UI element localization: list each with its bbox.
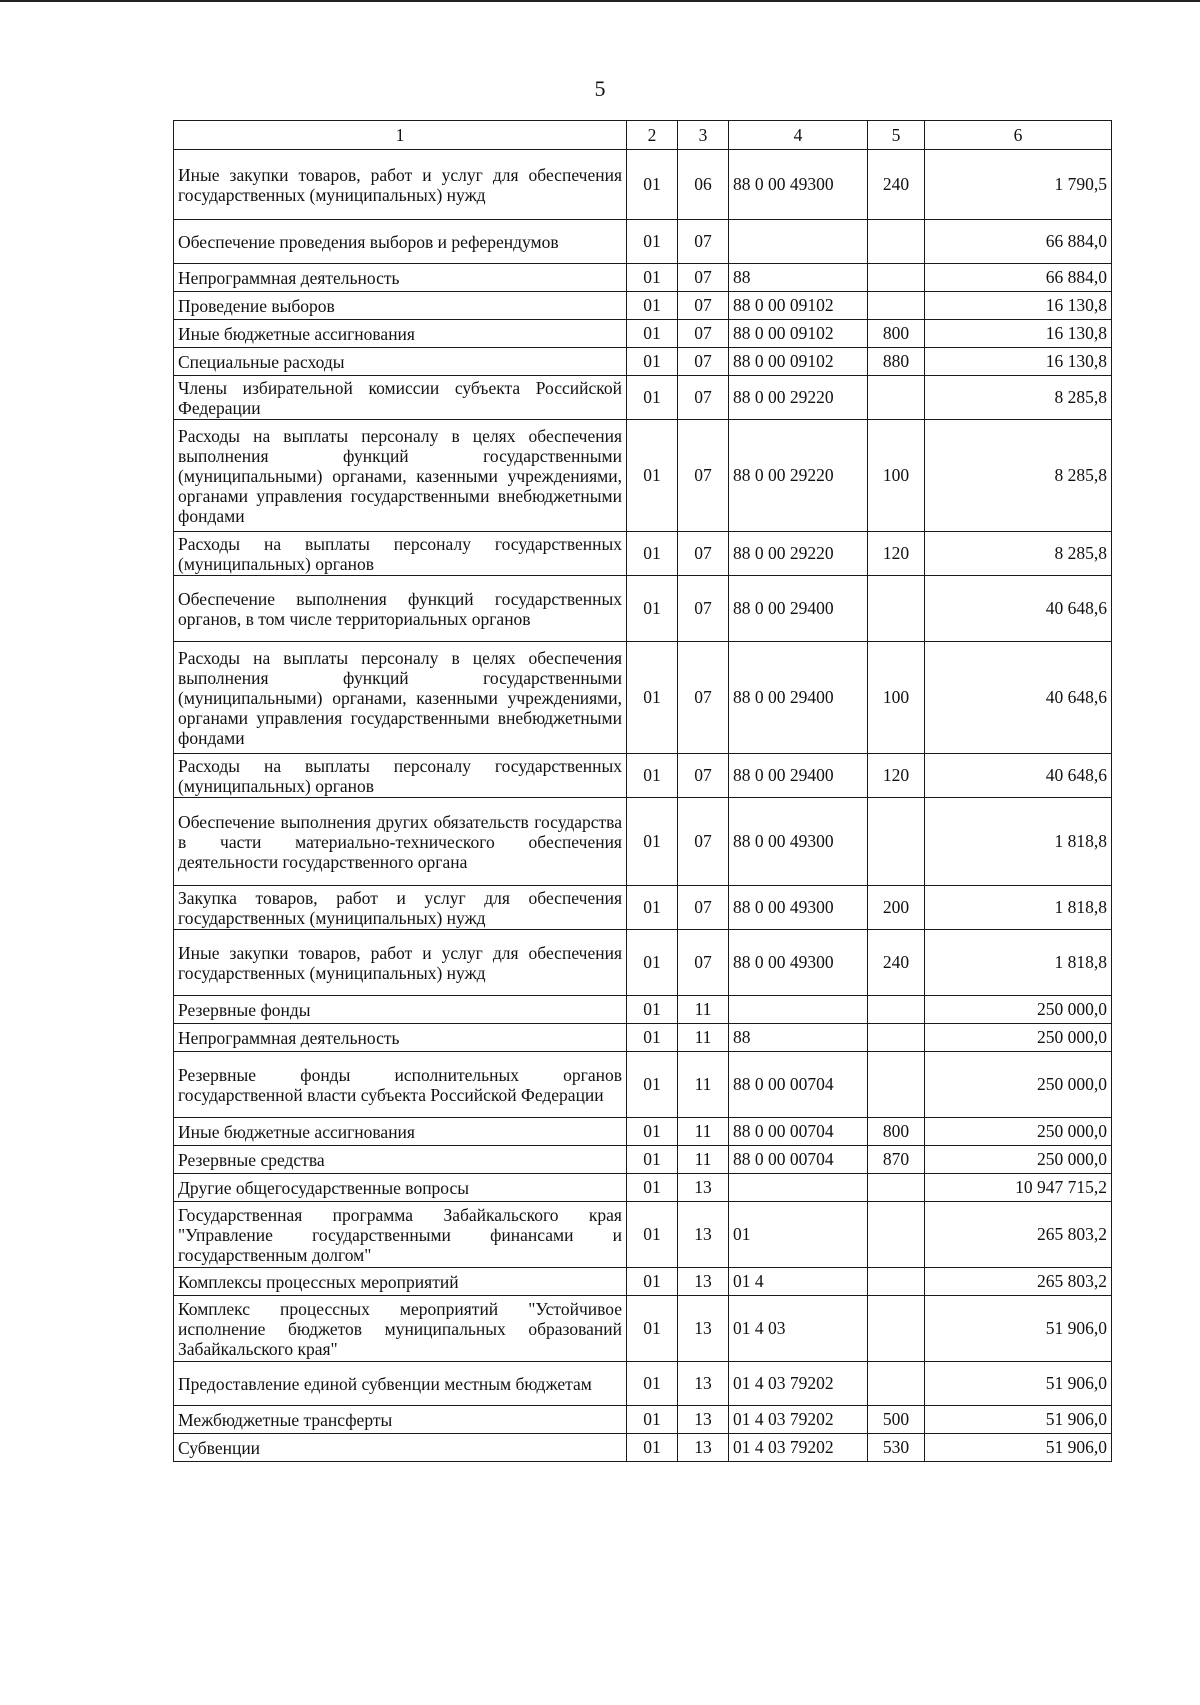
cell-amount: 40 648,6 [925, 642, 1112, 754]
cell-section-code: 01 [627, 996, 678, 1024]
cell-amount: 250 000,0 [925, 1118, 1112, 1146]
cell-section-code: 01 [627, 576, 678, 642]
cell-expense-type-code: 100 [868, 642, 925, 754]
column-header-1: 1 [174, 121, 627, 150]
cell-item-name: Комплексы процессных мероприятий [174, 1268, 627, 1296]
cell-expense-type-code [868, 220, 925, 264]
cell-item-name: Резервные средства [174, 1146, 627, 1174]
cell-item-name: Обеспечение выполнения функций государственных органов, в том числе территориальных органов [174, 576, 627, 642]
cell-section-code: 01 [627, 642, 678, 754]
table-row [174, 754, 1112, 798]
scan-edge-line [0, 0, 1200, 2]
cell-amount: 40 648,6 [925, 754, 1112, 798]
table-row [174, 996, 1112, 1024]
cell-target-article-code: 88 0 00 00704 [729, 1146, 868, 1174]
cell-item-name: Иные бюджетные ассигнования [174, 1118, 627, 1146]
cell-subsection-code: 07 [678, 320, 729, 348]
cell-section-code: 01 [627, 376, 678, 420]
cell-target-article-code: 88 0 00 09102 [729, 292, 868, 320]
cell-amount: 250 000,0 [925, 1052, 1112, 1118]
cell-amount: 1 790,5 [925, 150, 1112, 220]
cell-subsection-code: 11 [678, 1052, 729, 1118]
cell-item-name: Расходы на выплаты персоналу государственных (муниципальных) органов [174, 754, 627, 798]
cell-expense-type-code [868, 1202, 925, 1268]
cell-section-code: 01 [627, 532, 678, 576]
table-row [174, 642, 1112, 754]
cell-section-code: 01 [627, 1052, 678, 1118]
cell-item-name: Обеспечение выполнения других обязательств государства в части материально-технического обеспечения деятельности государственного органа [174, 798, 627, 886]
cell-expense-type-code: 800 [868, 320, 925, 348]
cell-item-name: Расходы на выплаты персоналу государственных (муниципальных) органов [174, 532, 627, 576]
cell-expense-type-code [868, 1268, 925, 1296]
cell-item-name: Межбюджетные трансферты [174, 1406, 627, 1434]
cell-target-article-code: 01 [729, 1202, 868, 1268]
cell-target-article-code: 88 0 00 49300 [729, 798, 868, 886]
cell-subsection-code: 11 [678, 1024, 729, 1052]
cell-section-code: 01 [627, 754, 678, 798]
table-row [174, 1024, 1112, 1052]
cell-expense-type-code [868, 1052, 925, 1118]
cell-item-name: Члены избирательной комиссии субъекта Российской Федерации [174, 376, 627, 420]
table-row [174, 886, 1112, 930]
cell-target-article-code: 88 0 00 29400 [729, 576, 868, 642]
cell-item-name: Субвенции [174, 1434, 627, 1462]
cell-item-name: Иные бюджетные ассигнования [174, 320, 627, 348]
table-row [174, 420, 1112, 532]
cell-target-article-code: 88 0 00 00704 [729, 1052, 868, 1118]
cell-amount: 40 648,6 [925, 576, 1112, 642]
cell-amount: 66 884,0 [925, 264, 1112, 292]
cell-item-name: Иные закупки товаров, работ и услуг для обеспечения государственных (муниципальных) нужд [174, 930, 627, 996]
cell-target-article-code: 88 0 00 00704 [729, 1118, 868, 1146]
cell-section-code: 01 [627, 1362, 678, 1406]
cell-subsection-code: 07 [678, 798, 729, 886]
cell-subsection-code: 07 [678, 930, 729, 996]
column-header-5: 5 [868, 121, 925, 150]
cell-item-name: Расходы на выплаты персоналу в целях обеспечения выполнения функций государственными (муниципальными) органами, казенными учреждениями, органами управления государственными внебюджетными фондами [174, 642, 627, 754]
cell-target-article-code: 01 4 03 [729, 1296, 868, 1362]
cell-amount: 1 818,8 [925, 886, 1112, 930]
cell-subsection-code: 11 [678, 1146, 729, 1174]
cell-item-name: Непрограммная деятельность [174, 264, 627, 292]
cell-target-article-code: 88 0 00 49300 [729, 886, 868, 930]
cell-section-code: 01 [627, 1406, 678, 1434]
cell-amount: 51 906,0 [925, 1406, 1112, 1434]
cell-subsection-code: 13 [678, 1406, 729, 1434]
cell-item-name: Проведение выборов [174, 292, 627, 320]
cell-target-article-code: 88 0 00 29400 [729, 642, 868, 754]
cell-section-code: 01 [627, 1174, 678, 1202]
cell-subsection-code: 07 [678, 264, 729, 292]
table-row [174, 1202, 1112, 1268]
column-header-4: 4 [729, 121, 868, 150]
table-row [174, 576, 1112, 642]
cell-subsection-code: 11 [678, 1118, 729, 1146]
cell-section-code: 01 [627, 264, 678, 292]
cell-subsection-code: 13 [678, 1434, 729, 1462]
cell-item-name: Непрограммная деятельность [174, 1024, 627, 1052]
cell-expense-type-code: 200 [868, 886, 925, 930]
cell-item-name: Специальные расходы [174, 348, 627, 376]
cell-section-code: 01 [627, 292, 678, 320]
cell-target-article-code: 88 0 00 09102 [729, 320, 868, 348]
cell-subsection-code: 07 [678, 532, 729, 576]
cell-subsection-code: 07 [678, 886, 729, 930]
cell-expense-type-code: 240 [868, 930, 925, 996]
cell-expense-type-code: 530 [868, 1434, 925, 1462]
cell-expense-type-code [868, 292, 925, 320]
cell-subsection-code: 07 [678, 348, 729, 376]
cell-amount: 265 803,2 [925, 1202, 1112, 1268]
table-row [174, 264, 1112, 292]
cell-item-name: Обеспечение проведения выборов и референдумов [174, 220, 627, 264]
cell-section-code: 01 [627, 1434, 678, 1462]
cell-expense-type-code: 800 [868, 1118, 925, 1146]
cell-target-article-code: 01 4 [729, 1268, 868, 1296]
table-row [174, 1434, 1112, 1462]
cell-item-name: Предоставление единой субвенции местным бюджетам [174, 1362, 627, 1406]
cell-subsection-code: 07 [678, 420, 729, 532]
cell-target-article-code: 01 4 03 79202 [729, 1434, 868, 1462]
cell-section-code: 01 [627, 1268, 678, 1296]
cell-amount: 16 130,8 [925, 348, 1112, 376]
cell-target-article-code: 88 0 00 29220 [729, 532, 868, 576]
cell-amount: 265 803,2 [925, 1268, 1112, 1296]
cell-amount: 8 285,8 [925, 420, 1112, 532]
cell-subsection-code: 11 [678, 996, 729, 1024]
cell-section-code: 01 [627, 886, 678, 930]
cell-expense-type-code [868, 996, 925, 1024]
budget-table [173, 120, 1112, 1462]
cell-expense-type-code: 880 [868, 348, 925, 376]
cell-section-code: 01 [627, 220, 678, 264]
cell-amount: 250 000,0 [925, 1024, 1112, 1052]
cell-expense-type-code [868, 1362, 925, 1406]
cell-target-article-code [729, 1174, 868, 1202]
cell-target-article-code: 88 0 00 29220 [729, 376, 868, 420]
cell-section-code: 01 [627, 348, 678, 376]
table-row [174, 348, 1112, 376]
table-row [174, 1118, 1112, 1146]
cell-target-article-code [729, 996, 868, 1024]
table-row [174, 220, 1112, 264]
cell-expense-type-code: 120 [868, 532, 925, 576]
cell-amount: 51 906,0 [925, 1434, 1112, 1462]
table-header-row [174, 121, 1112, 150]
cell-item-name: Иные закупки товаров, работ и услуг для обеспечения государственных (муниципальных) нужд [174, 150, 627, 220]
table-row [174, 1052, 1112, 1118]
table-row [174, 798, 1112, 886]
cell-target-article-code: 88 [729, 264, 868, 292]
cell-target-article-code: 01 4 03 79202 [729, 1406, 868, 1434]
cell-expense-type-code: 240 [868, 150, 925, 220]
cell-section-code: 01 [627, 320, 678, 348]
cell-target-article-code: 88 0 00 49300 [729, 930, 868, 996]
cell-amount: 10 947 715,2 [925, 1174, 1112, 1202]
cell-target-article-code [729, 220, 868, 264]
cell-section-code: 01 [627, 930, 678, 996]
cell-subsection-code: 07 [678, 376, 729, 420]
cell-amount: 250 000,0 [925, 996, 1112, 1024]
cell-subsection-code: 13 [678, 1362, 729, 1406]
table-row [174, 1362, 1112, 1406]
table-row [174, 532, 1112, 576]
cell-section-code: 01 [627, 1118, 678, 1146]
table-row [174, 1268, 1112, 1296]
cell-item-name: Резервные фонды [174, 996, 627, 1024]
cell-item-name: Государственная программа Забайкальского края "Управление государственными финансами и государственным долгом" [174, 1202, 627, 1268]
cell-subsection-code: 07 [678, 292, 729, 320]
cell-amount: 250 000,0 [925, 1146, 1112, 1174]
cell-target-article-code: 88 0 00 29220 [729, 420, 868, 532]
table-row [174, 150, 1112, 220]
table-row [174, 376, 1112, 420]
cell-amount: 8 285,8 [925, 532, 1112, 576]
cell-expense-type-code: 500 [868, 1406, 925, 1434]
cell-expense-type-code: 870 [868, 1146, 925, 1174]
cell-target-article-code: 88 0 00 29400 [729, 754, 868, 798]
cell-item-name: Закупка товаров, работ и услуг для обеспечения государственных (муниципальных) нужд [174, 886, 627, 930]
cell-section-code: 01 [627, 1202, 678, 1268]
cell-expense-type-code [868, 264, 925, 292]
cell-item-name: Расходы на выплаты персоналу в целях обеспечения выполнения функций государственными (муниципальными) органами, казенными учреждениями, органами управления государственными внебюджетными фондами [174, 420, 627, 532]
cell-target-article-code: 88 0 00 49300 [729, 150, 868, 220]
cell-amount: 51 906,0 [925, 1362, 1112, 1406]
table-row [174, 1296, 1112, 1362]
cell-amount: 16 130,8 [925, 292, 1112, 320]
page-number: 5 [594, 76, 606, 101]
cell-amount: 16 130,8 [925, 320, 1112, 348]
cell-section-code: 01 [627, 798, 678, 886]
cell-expense-type-code [868, 576, 925, 642]
cell-section-code: 01 [627, 420, 678, 532]
table-row [174, 320, 1112, 348]
cell-expense-type-code: 120 [868, 754, 925, 798]
cell-subsection-code: 06 [678, 150, 729, 220]
cell-subsection-code: 13 [678, 1268, 729, 1296]
cell-section-code: 01 [627, 150, 678, 220]
cell-target-article-code: 88 [729, 1024, 868, 1052]
cell-item-name: Другие общегосударственные вопросы [174, 1174, 627, 1202]
cell-subsection-code: 07 [678, 220, 729, 264]
cell-section-code: 01 [627, 1146, 678, 1174]
cell-item-name: Резервные фонды исполнительных органов государственной власти субъекта Российской Федерации [174, 1052, 627, 1118]
table-row [174, 1146, 1112, 1174]
table-row [174, 930, 1112, 996]
table-row [174, 1406, 1112, 1434]
cell-amount: 8 285,8 [925, 376, 1112, 420]
cell-subsection-code: 13 [678, 1202, 729, 1268]
cell-target-article-code: 88 0 00 09102 [729, 348, 868, 376]
cell-expense-type-code [868, 1174, 925, 1202]
column-header-3: 3 [678, 121, 729, 150]
cell-subsection-code: 07 [678, 642, 729, 754]
cell-amount: 51 906,0 [925, 1296, 1112, 1362]
table-row [174, 1174, 1112, 1202]
column-header-6: 6 [925, 121, 1112, 150]
column-header-2: 2 [627, 121, 678, 150]
table-body [174, 150, 1112, 1462]
table-row [174, 292, 1112, 320]
cell-item-name: Комплекс процессных мероприятий "Устойчивое исполнение бюджетов муниципальных образований Забайкальского края" [174, 1296, 627, 1362]
cell-amount: 1 818,8 [925, 930, 1112, 996]
cell-expense-type-code [868, 1296, 925, 1362]
cell-amount: 1 818,8 [925, 798, 1112, 886]
cell-subsection-code: 07 [678, 754, 729, 798]
cell-expense-type-code [868, 1024, 925, 1052]
cell-section-code: 01 [627, 1296, 678, 1362]
cell-section-code: 01 [627, 1024, 678, 1052]
cell-expense-type-code [868, 798, 925, 886]
cell-target-article-code: 01 4 03 79202 [729, 1362, 868, 1406]
cell-expense-type-code [868, 376, 925, 420]
cell-subsection-code: 13 [678, 1174, 729, 1202]
cell-subsection-code: 13 [678, 1296, 729, 1362]
cell-expense-type-code: 100 [868, 420, 925, 532]
cell-subsection-code: 07 [678, 576, 729, 642]
cell-amount: 66 884,0 [925, 220, 1112, 264]
